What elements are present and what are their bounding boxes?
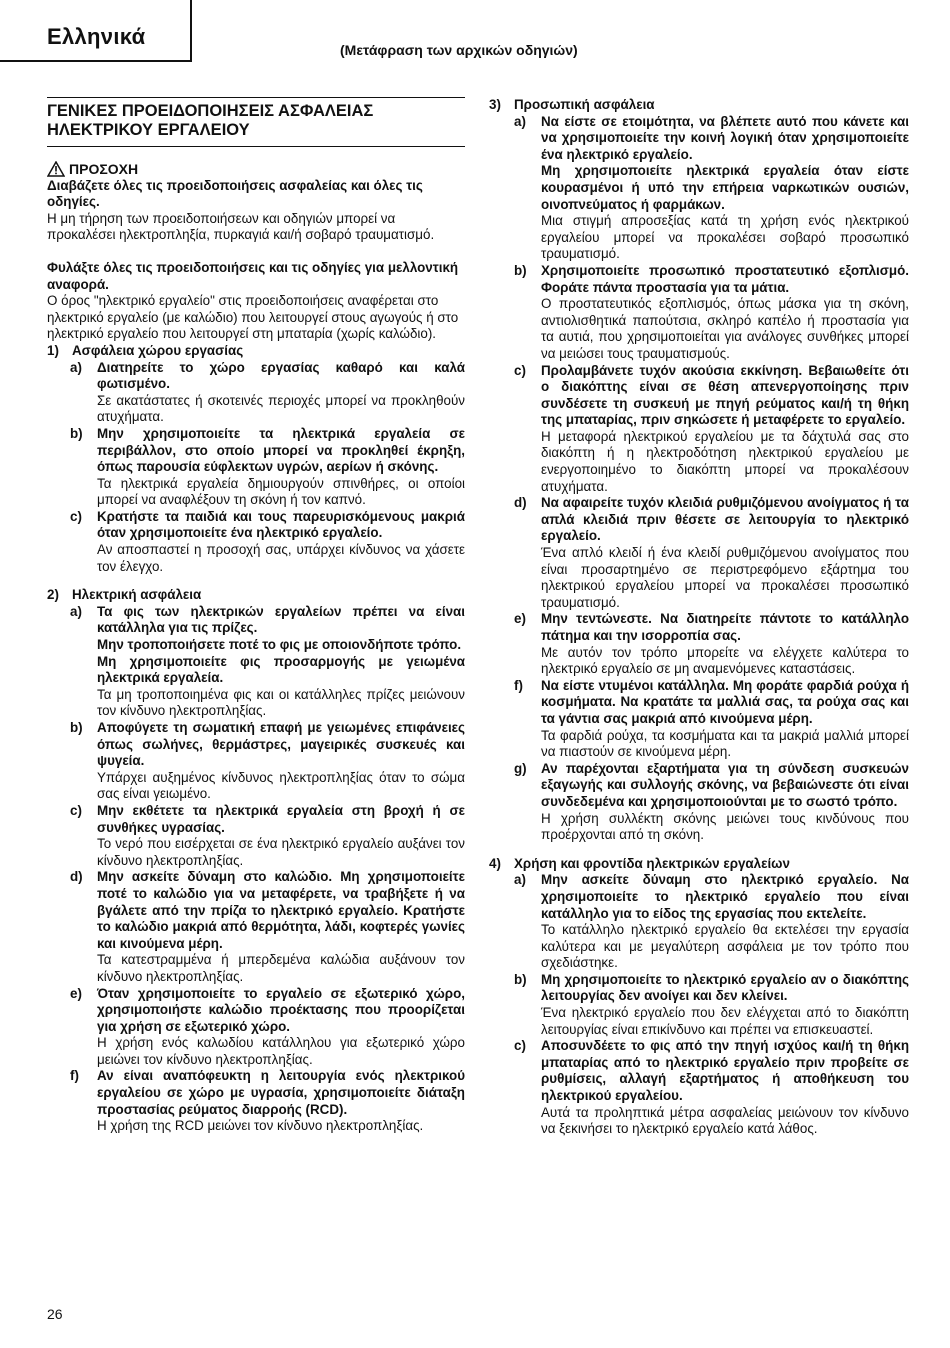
title-top-rule	[47, 97, 465, 98]
section-heading: 1) Ασφάλεια χώρου εργασίας	[47, 342, 244, 358]
list-item: d) Μην ασκείτε δύναμη στο καλώδιο. Μη χρησιμοποιείτε ποτέ το καλώδιο για να μεταφέρετε, να τραβήξετε ή να βγάλετε από την πρίζα το ηλεκτρικό εργαλείο. Κρατήστε το καλώδιο μακριά από θερμότητα, λάδι, κοφτερές γωνίες και κινούμενα μέρη. Τα κατεστραμμένα ή μπερδεμένα καλώδια αυξάνουν τον κίνδυνο ηλεκτροπληξίας.	[70, 869, 465, 984]
document-title: ΓΕΝΙΚΕΣ ΠΡΟΕΙΔΟΠΟΙΗΣΕΙΣ ΑΣΦΑΛΕΙΑΣ ΗΛΕΚΤΡΙΚΟΥ ΕΡΓΑΛΕΙΟΥ	[47, 102, 465, 147]
keep-text: Ο όρος "ηλεκτρικό εργαλείο" στις προειδοποιήσεις αναφέρεται στο ηλεκτρικό εργαλείο (με καλώδιο) που λειτουργεί στους αγωγούς ή στο ηλεκτρικό εργαλείο που λειτουργεί στη μπαταρία (χωρίς καλώδιο).	[47, 293, 459, 342]
list-item: a) Μην ασκείτε δύναμη στο ηλεκτρικό εργαλείο. Να χρησιμοποιείτε το ηλεκτρικό εργαλείο που είναι κατάλληλο για το είδος της εργασίας που εκτελείτε. Το κατάλληλο ηλεκτρικό εργαλείο θα εκτελέσει την εργασία καλύτερα και με μεγαλύτερη ασφάλεια με τον τρόπο που σχεδιάστηκε.	[514, 872, 909, 971]
list-item: a) Τα φις των ηλεκτρικών εργαλείων πρέπει να είναι κατάλληλα για τις πρίζες. Μην τροποποιήσετε ποτέ το φις με οποιονδήποτε τρόπο. Μη χρησιμοποιείτε φις προσαρμογής με γειωμένα ηλεκτρικά εργαλεία. Τα μη τροποποιημένα φις και οι κατάλληλες πρίζες μειώνουν τον κίνδυνο ηλεκτροπληξίας.	[70, 603, 465, 719]
keep-bold: Φυλάξτε όλες τις προειδοποιήσεις και τις οδηγίες για μελλοντική αναφορά.	[47, 259, 459, 292]
list-item: c) Μην εκθέτετε τα ηλεκτρικά εργαλεία στη βροχή ή σε συνθήκες υγρασίας. Το νερό που εισέρχεται σε ένα ηλεκτρικό εργαλείο αυξάνει τον κίνδυνο ηλεκτροπληξίας.	[70, 802, 465, 868]
list-item: e) Όταν χρησιμοποιείτε το εργαλείο σε εξωτερικό χώρο, χρησιμοποιήστε καλώδιο προέκτασης που προορίζεται για χρήση σε εξωτερικό χώρο. Η χρήση ενός καλωδίου κατάλληλου για εξωτερικό χώρο μειώνει τον κίνδυνο ηλεκτροπληξίας.	[70, 985, 465, 1067]
list-item: f) Να είστε ντυμένοι κατάλληλα. Μη φοράτε φαρδιά ρούχα ή κοσμήματα. Να κρατάτε τα μαλλιά σας, τα ρούχα σας και τα γάντια σας μακριά από κινούμενα μέρη. Τα φαρδιά ρούχα, τα κοσμήματα και τα μακριά μαλλιά μπορεί να πιαστούν σε κινούμενα μέρη.	[514, 677, 909, 760]
language-label: Ελληνικά	[47, 24, 146, 49]
section-heading: 3) Προσωπική ασφάλεια	[489, 97, 655, 112]
warning-heading	[47, 161, 465, 178]
list-item: e) Μην τεντώνεστε. Να διατηρείτε πάντοτε το κατάλληλο πάτημα και την ισορροπία σας. Με αυτόν τον τρόπο μπορείτε να ελέγχετε καλύτερα το ηλεκτρικό εργαλείο σε μη αναμενόμενες καταστάσεις.	[514, 611, 909, 677]
list-item: a) Να είστε σε ετοιμότητα, να βλέπετε αυτό που κάνετε και να χρησιμοποιείτε την κοινή λογική όταν χρησιμοποιείτε ένα ηλεκτρικό εργαλείο. Μη χρησιμοποιείτε ηλεκτρικά εργαλεία όταν είστε κουρασμένοι ή υπό την επήρεια ναρκωτικών ουσιών, οινοπνεύματος ή φαρμάκων. Μια στιγμή απροσεξίας κατά τη χρήση ενός ηλεκτρικού εργαλείου μπορεί να προκαλέσει σοβαρό προσωπικό τραυματισμό.	[514, 113, 909, 262]
warning-bold: Διαβάζετε όλες τις προειδοποιήσεις ασφαλείας και όλες τις οδηγίες.	[47, 177, 423, 210]
list-item: f) Αν είναι αναπόφευκτη η λειτουργία ενός ηλεκτρικού εργαλείου σε χώρο με υγρασία, χρησιμοποιείτε διάταξη προστασίας ρεύματος διαρροής (RCD). Η χρήση της RCD μειώνει τον κίνδυνο ηλεκτροπληξίας.	[70, 1068, 465, 1134]
warning-triangle-icon	[47, 161, 65, 177]
left-column	[47, 97, 465, 1135]
warning-text: Η μη τήρηση των προειδοποιήσεων και οδηγιών μπορεί να προκαλέσει ηλεκτροπληξία, πυρκαγιά και/ή σοβαρό τραυματισμό.	[47, 210, 435, 243]
section-heading: 4) Χρήση και φροντίδα ηλεκτρικών εργαλείων	[489, 855, 790, 871]
translation-note: (Μετάφραση των αρχικών οδηγιών)	[340, 42, 578, 58]
list-item: b) Μη χρησιμοποιείτε το ηλεκτρικό εργαλείο αν ο διακόπτης λειτουργίας δεν ανοίγει και δεν κλείνει. Ένα ηλεκτρικό εργαλείο που δεν ελέγχεται από το διακόπτη λειτουργίας είναι επικίνδυνο και πρέπει να επισκευαστεί.	[514, 971, 909, 1037]
list-item: b) Αποφύγετε τη σωματική επαφή με γειωμένες επιφάνειες όπως σωλήνες, θερμάστρες, μαγειρικές συσκευές και ψυγεία. Υπάρχει αυξημένος κίνδυνος ηλεκτροπληξίας όταν το σώμα σας είναι γειωμένο.	[70, 720, 465, 802]
section-heading: 2) Ηλεκτρική ασφάλεια	[47, 587, 202, 603]
list-item: b) Χρησιμοποιείτε προσωπικό προστατευτικό εξοπλισμό. Φοράτε πάντα προστασία για τα μάτια. Ο προστατευτικός εξοπλισμός, όπως μάσκα για τη σκόνη, αντιολισθητικά παπούτσια, σκληρό καπέλο ή προστασία για τα αυτιά, που χρησιμοποιείται για ανάλογες συνθήκες μπορεί να μειώσει τους τραυματισμούς.	[514, 262, 909, 361]
list-item: b) Μην χρησιμοποιείτε τα ηλεκτρικά εργαλεία σε περιβάλλον, στο οποίο μπορεί να προκληθεί έκρηξη, όπως παρουσία εύφλεκτων υγρών, αερίων ή σκόνης. Τα ηλεκτρικά εργαλεία δημιουργούν σπινθήρες, οι οποίοι μπορεί να αναφλέξουν τη σκόνη ή τον καπνό.	[70, 425, 465, 508]
page-number: 26	[47, 1306, 63, 1322]
list-item: g) Αν παρέχονται εξαρτήματα για τη σύνδεση συσκευών εξαγωγής και συλλογής σκόνης, να βεβαιώνεστε ότι είναι συνδεδεμένα και χρησιμοποιούνται με το σωστό τρόπο. Η χρήση συλλέκτη σκόνης μειώνει τους κινδύνους που προέρχονται από τη σκόνη.	[514, 760, 909, 843]
warning-label: ΠΡΟΣΟΧΗ	[69, 161, 139, 177]
language-tab	[0, 0, 192, 62]
list-item: c) Προλαμβάνετε τυχόν ακούσια εκκίνηση. Βεβαιωθείτε ότι ο διακόπτης είναι σε θέση απενεργοποίησης πριν συνδέσετε τη συσκευή με πηγή ρεύματος και/ή τη θήκη της μπαταρίας, πριν σηκώσετε ή μεταφέρετε το εργαλείο. Η μεταφορά ηλεκτρικού εργαλείου με τα δάχτυλά σας στο διακόπτη ή η ηλεκτροδότηση ηλεκτρικού εργαλείου με ενεργοποιημένο το διακόπτη μπορεί να προκαλέσουν ατυχήματα.	[514, 362, 909, 494]
list-item: a) Διατηρείτε το χώρο εργασίας καθαρό και καλά φωτισμένο. Σε ακατάστατες ή σκοτεινές περιοχές μπορεί να προκληθούν ατυχήματα.	[70, 359, 465, 425]
list-item: c) Αποσυνδέετε το φις από την πηγή ισχύος και/ή τη θήκη μπαταρίας από το ηλεκτρικό εργαλείο πριν προβείτε σε ρυθμίσεις, αλλαγή εξαρτήματος ή αποθήκευση του ηλεκτρικού εργαλείου. Αυτά τα προληπτικά μέτρα ασφαλείας μειώνουν τον κίνδυνο να ξεκινήσει το ηλεκτρικό εργαλείο κατά λάθος.	[514, 1038, 909, 1137]
list-item: d) Να αφαιρείτε τυχόν κλειδιά ρυθμιζόμενου ανοίγματος ή τα απλά κλειδιά πριν θέσετε σε λειτουργία το ηλεκτρικό εργαλείο. Ένα απλό κλειδί ή ένα κλειδί ρυθμιζόμενου ανοίγματος που είναι προσαρτημένο σε περιστρεφόμενο εξάρτημα του ηλεκτρικού εργαλείου μπορεί να προκαλέσει προσωπικό τραυματισμό.	[514, 495, 909, 610]
list-item: c) Κρατήστε τα παιδιά και τους παρευρισκόμενους μακριά όταν χρησιμοποιείτε ένα ηλεκτρικό εργαλείο. Αν αποσπαστεί η προσοχή σας, υπάρχει κίνδυνος να χάσετε τον έλεγχο.	[70, 508, 465, 574]
right-column	[489, 97, 909, 1138]
